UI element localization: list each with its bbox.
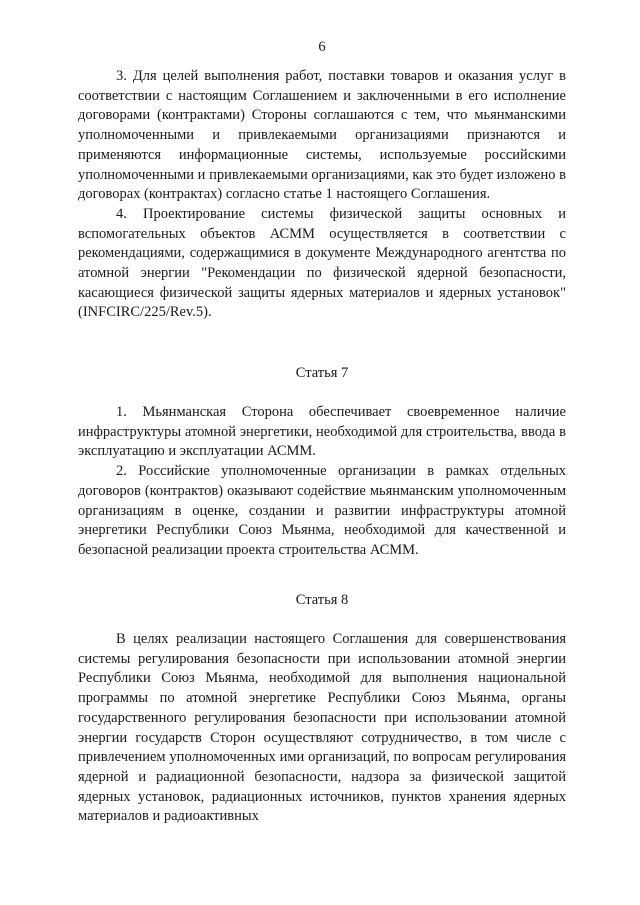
paragraph-4: 4. Проектирование системы физической защиты основных и вспомогательных объектов АСММ осуществляется в соответствии с рекомендациями, содержащимися в документе Международного агентства по атомной энергии "Рекомендации по физической ядерной безопасности, касающиеся физической защиты ядерных материалов и ядерных установок" (INFCIRC/225/Rev.5). xyxy=(78,205,566,321)
section-intro xyxy=(78,67,566,323)
article-8 xyxy=(78,591,566,611)
article-7-heading: Статья 7 xyxy=(295,365,349,381)
article-7-paragraph-1: 1. Мьянманская Сторона обеспечивает своевременное наличие инфраструктуры атомной энергетики, необходимой для строительства, ввода в эксплуатацию и эксплуатации АСММ. xyxy=(78,404,566,460)
article-7-paragraph-2: 2. Российские уполномоченные организации в рамках отдельных договоров (контрактов) оказывают содействие мьянманским уполномоченным организациям в оценке, создании и развитии инфраструктуры атомной энергетики Республики Союз Мьянма, необходимой для качественной и безопасной реализации проекта строительства АСММ. xyxy=(78,463,566,558)
paragraph-3: 3. Для целей выполнения работ, поставки товаров и оказания услуг в соответствии с настоящим Соглашением и заключенными в его исполнение договорами (контрактами) Стороны соглашаются с тем, что мьянманскими уполномоченными и привлекаемыми организациями признаются и применяются информационные системы, используемые российскими уполномоченными и привлекаемыми организациями, как это будет изложено в договорах (контрактах) согласно статье 1 настоящего Соглашения. xyxy=(78,68,566,203)
article-8-paragraph-1: В целях реализации настоящего Соглашения для совершенствования системы регулирования безопасности при использовании атомной энергии Республики Союз Мьянма, необходимой для выполнения национальной программы по атомной энергетике Республики Союз Мьянма, органы государственного регулирования безопасности при использовании атомной энергии государств Сторон осуществляют сотрудничество, в том числе с привлечением уполномоченных ими организаций, по вопросам регулирования ядерной и радиационной безопасности, надзора за физической защитой ядерных установок, радиационных источников, пунктов хранения ядерных материалов и радиоактивных xyxy=(78,631,566,825)
article-7-body xyxy=(78,403,566,561)
article-8-body xyxy=(78,630,566,827)
page-number: 6 xyxy=(318,39,326,55)
article-7 xyxy=(78,364,566,384)
article-8-heading: Статья 8 xyxy=(295,592,349,608)
